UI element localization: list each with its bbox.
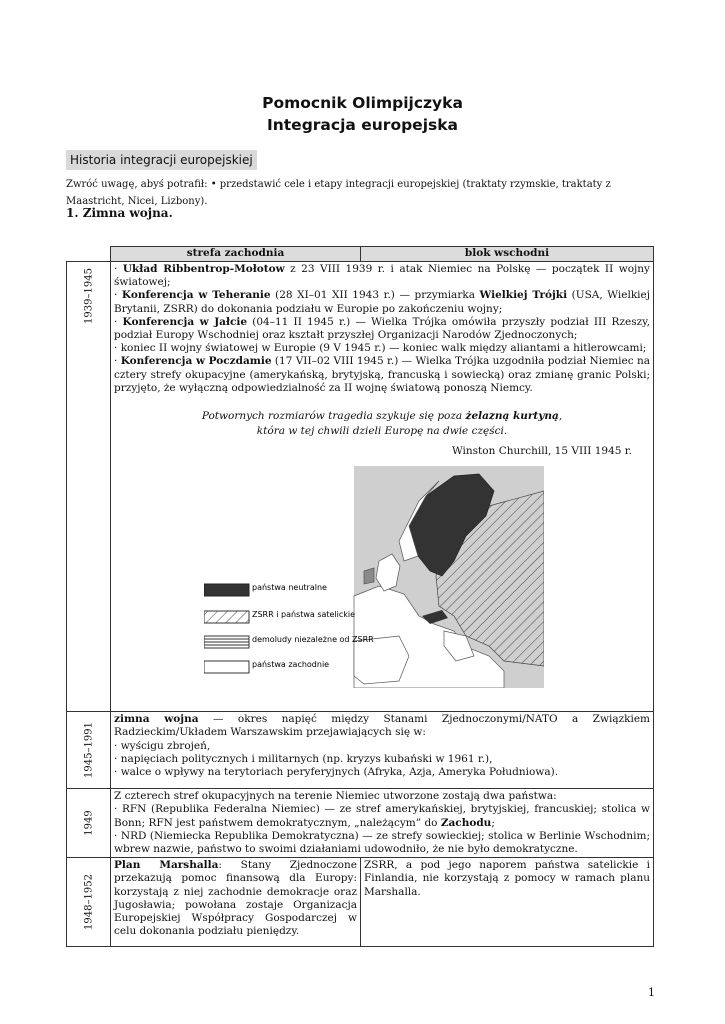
year-cell: 1939–1945: [67, 262, 111, 712]
table-row: [67, 712, 654, 789]
churchill-quote: Potwornych rozmiarów tragedia szykuje się poza żelazną kurtyną, która w tej chwili dzieli Europę na dwie części.: [201, 410, 563, 438]
quote-author: Winston Churchill, 15 VIII 1945 r.: [451, 445, 632, 458]
table-header-row: [67, 247, 654, 262]
year-cell: 1948–1952: [67, 858, 111, 947]
map-legend: [204, 583, 374, 673]
europe-map-figure: [204, 466, 544, 688]
table-row: [67, 858, 654, 947]
legend-label-western: państwa zachodnie: [252, 660, 330, 670]
row-content: Z czterech stref okupacyjnych na terenie Niemiec utworzone zostają dwa państwa: · RFN (Republika Federalna Niemiec) — ze stref amerykańskiej, brytyjskiej, francuskiej; stolica w Bonn; RFN jest państwem demokratycznym, „należącym” do Zachodu; · NRD (Niemiecka Republika Demokratyczna) — ze strefy sowieckiej; stolica w Berlinie Wschodnim; wbrew nazwie, państwo to swoimi działaniami udowodniło, że nie było demokratyczne.: [111, 789, 654, 858]
title-line-1: Pomocnik Olimpijczyka: [262, 94, 463, 112]
legend-swatch-soviet: [204, 611, 249, 623]
title-line-2: Integracja europejska: [266, 116, 459, 134]
section-heading: Historia integracji europejskiej: [66, 150, 257, 170]
table-row: [67, 262, 654, 712]
east-cell: ZSRR, a pod jego naporem państwa satelickie i Finlandia, nie korzystają z pomocy w ramach planu Marshalla.: [361, 858, 654, 947]
row-content: · Układ Ribbentrop-Mołotow z 23 VIII 1939 r. i atak Niemiec na Polskę — początek II wojny światowej; · Konferencja w Teheranie (28 XI–01 XII 1943 r.) — przymiarka Wielkiej Trójki (USA, Wielkiej Brytanii, ZSRR) do dokonania podziału w Europie po zakończeniu wojny; · Konferencja w Jałcie (04–11 II 1945 r.) — Wielka Trójka omówiła przyszły podział III Rzeszy, podział Europy Wschodniej oraz kształt przyszłej Organizacji Narodów Zjednoczonych; · koniec II wojny światowej w Europie (9 V 1945 r.) — koniec walk między aliantami a hitlerowcami; · Konferencja w Poczdamie (17 VII–02 VIII 1945 r.) — Wielka Trójka uzgodniła podział Niemiec na cztery strefy okupacyjne (amerykańską, brytyjską, francuską i sowiecką) oraz zmianę granic Polski; przyjęto, że wyłączną odpowiedzialność za II wojnę światową ponoszą Niemcy. Potwornych rozmiarów tragedia szykuje się poza żelazną kurtyną, która w tej chwili dzieli Europę na dwie części. Winston Churchill, 15 VIII 1945 r. państwa neutralne ZSRR i państwa satelickie demoludy niezależne od ZSRR państwa zachodnie: [111, 262, 654, 712]
row-content: zimna wojna — okres napięć między Stanami Zjednoczonymi/NATO a Związkiem Radzieckim/Układem Warszawskim przejawiających się w: · wyścigu zbrojeń, · napięciach politycznych i militarnych (np. kryzys kubański w 1961 r.), · walce o wpływy na terytoriach peryferyjnych (Afryka, Azja, Ameryka Południowa).: [111, 712, 654, 789]
legend-swatch-neutral: [204, 584, 249, 596]
legend-label-independent: demoludy niezależne od ZSRR: [252, 635, 374, 645]
year-cell: 1949: [67, 789, 111, 858]
legend-label-soviet: ZSRR i państwa satelickie: [252, 610, 356, 620]
timeline-table: [66, 246, 654, 947]
intro-text: Zwróć uwagę, abyś potrafił: • przedstawić cele i etapy integracji europejskiej (traktaty rzymskie, traktaty z Maastricht, Nicei, Lizbony).: [66, 179, 611, 207]
legend-swatch-western: [204, 661, 249, 673]
legend-label-neutral: państwa neutralne: [252, 583, 327, 593]
ireland-shape: [364, 568, 374, 584]
column-header-east: blok wschodni: [361, 247, 654, 262]
subsection-heading: 1. Zimna wojna.: [66, 206, 173, 220]
west-cell: Plan Marshalla: Stany Zjednoczone przekazują pomoc finansową dla Europy: korzystają z niej zachodnie demokracje oraz Jugosławia; powołana zostaje Organizacja Europejskiej Współpracy Gospodarczej w celu dokonania podziału pieniędzy.: [111, 858, 361, 947]
page-title: [0, 92, 725, 136]
page-number: 1: [648, 986, 655, 999]
column-header-west: strefa zachodnia: [111, 247, 361, 262]
year-cell: 1945–1991: [67, 712, 111, 789]
table-row: [67, 789, 654, 858]
